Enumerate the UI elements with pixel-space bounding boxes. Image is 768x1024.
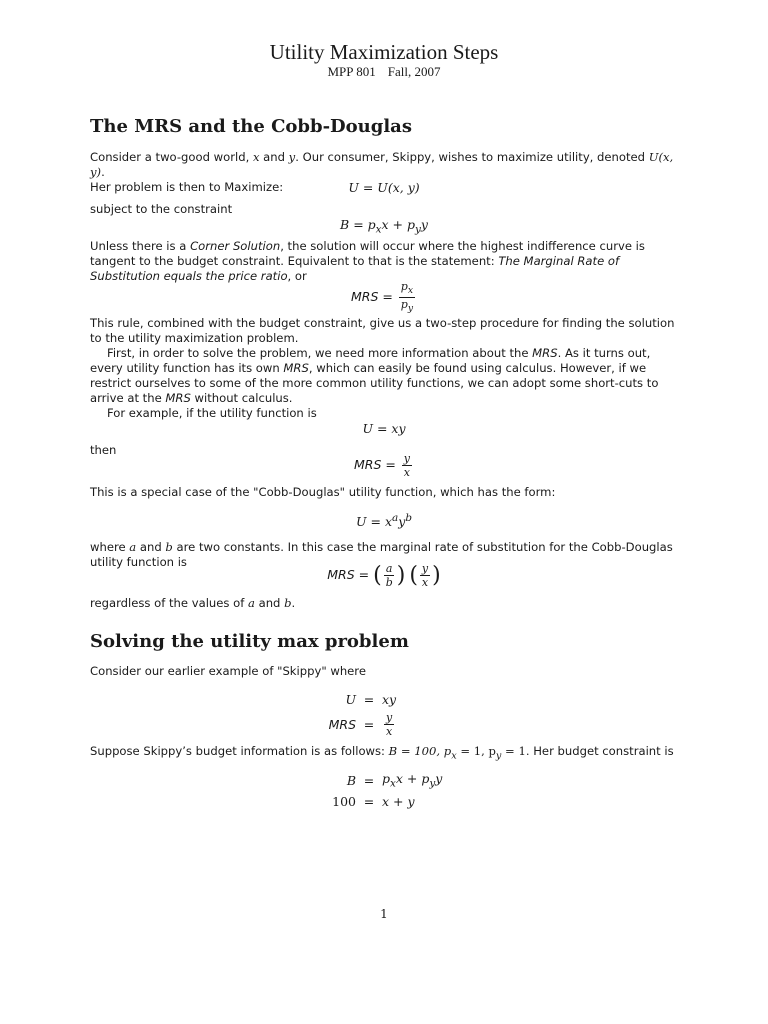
equation-maximize: U = U(x, y) xyxy=(348,180,420,195)
document-subtitle xyxy=(0,64,768,80)
equation-system-budget: B = $p_xx + p_yy$ 100 = x + y xyxy=(332,771,443,809)
equation-cd-mrs: MRS = ( $\frac{a}{b}$ ) ( $\frac{y}{x}$ ) xyxy=(327,562,441,589)
document-title: Utility Maximization Steps xyxy=(269,40,499,64)
term: Fall, 2007 xyxy=(387,64,441,79)
paragraph-constants: where a and b are two constants. In this case the marginal rate of substitution for the Cobb-Douglas utility function is xyxy=(90,540,673,569)
paragraph-example: For example, if the utility function is xyxy=(107,406,317,420)
paragraph-intro: Consider a two-good world, x and y. Our consumer, Skippy, wishes to maximize utility, denoted U(x, y). Her problem is then to Maximize: xyxy=(90,150,674,194)
page-number: 1 xyxy=(380,907,388,921)
paragraph-first: First, in order to solve the problem, we need more information about the MRS. As it turns out, every utility function has its own MRS, which can easily be found using calculus. However, if we restrict ourselves to some of the more common utility functions, we can adopt some short-cuts to arrive at the MRS without calculus. xyxy=(90,346,659,405)
paragraph-budget-info: Suppose Skippy’s budget information is as follows: B = 100, $p_x = 1$, $p_y = 1$. Her budget constraint is xyxy=(90,744,674,762)
paragraph-skippy: Consider our earlier example of "Skippy" where xyxy=(90,664,366,678)
paragraph-then: then xyxy=(90,443,117,457)
equation-cobb-douglas: $U = x^ay^b$ xyxy=(356,512,412,530)
equation-u-xy: U = xy xyxy=(362,421,406,436)
paragraph-two-step: This rule, combined with the budget constraint, give us a two-step procedure for finding the solution to the utility maximization problem. xyxy=(90,316,675,345)
equation-mrs-y-over-x: MRS = $\frac{y}{x}$ xyxy=(353,452,411,479)
paragraph-cobb-douglas: This is a special case of the "Cobb-Douglas" utility function, which has the form: xyxy=(90,485,556,499)
paragraph-regardless: regardless of the values of a and b. xyxy=(90,596,296,610)
equation-budget-constraint: $B = p_xx + p_yy$ xyxy=(340,217,428,236)
section-heading-mrs: The MRS and the Cobb-Douglas xyxy=(90,116,412,137)
equation-system-skippy: U = xy MRS = $\frac{y}{x}$ xyxy=(328,692,397,738)
paragraph-subject-to: subject to the constraint xyxy=(90,202,233,216)
paragraph-tangency: Unless there is a Corner Solution, the solution will occur where the highest indifference curve is tangent to the budget constraint. Equivalent to that is the statement: The Marginal Rate of Substitution equals the price ratio, or xyxy=(90,239,645,283)
section-heading-solving: Solving the utility max problem xyxy=(90,631,409,652)
equation-mrs-price-ratio: MRS = $\frac{p_x}{p_y}$ xyxy=(350,280,414,315)
course-code: MPP 801 xyxy=(327,64,376,79)
